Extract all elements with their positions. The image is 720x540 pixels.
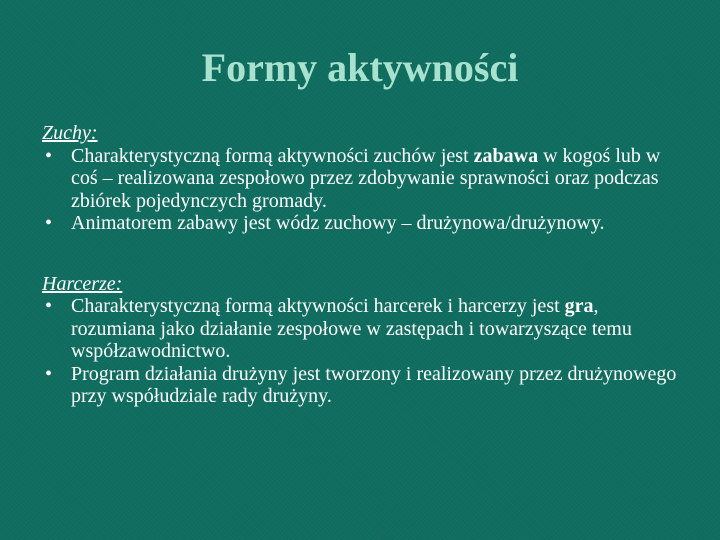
bullet-text-part: Charakterystyczną formą aktywności harcerek i harcerzy jest xyxy=(71,295,565,317)
bullet-text: Program działania drużyny jest tworzony i realizowany przez drużynowego przy współudziale rady drużyny. xyxy=(71,362,677,407)
slide-content xyxy=(42,122,682,408)
bullet-list-harcerze xyxy=(42,295,682,408)
bullet-text-part: w kogoś lub w coś – realizowana zespołowo przez zdobywanie sprawności oraz podczas zbiórek pojedynczych gromady. xyxy=(71,144,661,212)
bullet-text-part: , rozumiana jako działanie zespołowe w zastępach i towarzyszące temu współzawodnictwo. xyxy=(71,295,632,362)
bullet-item xyxy=(42,145,682,213)
bullet-icon: • xyxy=(45,144,53,167)
bullet-text-part: Charakterystyczną formą aktywności zuchów jest xyxy=(71,144,474,167)
bullet-item xyxy=(42,212,682,235)
section-heading-zuchy: Zuchy: xyxy=(42,122,98,144)
bullet-icon: • xyxy=(45,362,53,385)
bullet-list-zuchy xyxy=(42,145,682,235)
bullet-text: Animatorem zabawy jest wódz zuchowy – drużynowa/drużynowy. xyxy=(71,212,605,234)
bullet-icon: • xyxy=(45,212,53,234)
bullet-bold-term: zabawa xyxy=(473,144,539,167)
bullet-item xyxy=(42,295,682,363)
section-spacer xyxy=(42,235,682,273)
slide-title: Formy aktywności xyxy=(201,45,519,90)
section-heading-harcerze: Harcerze: xyxy=(42,272,123,295)
bullet-icon: • xyxy=(45,295,53,317)
bullet-item xyxy=(42,363,682,408)
bullet-bold-term: gra xyxy=(564,295,594,317)
